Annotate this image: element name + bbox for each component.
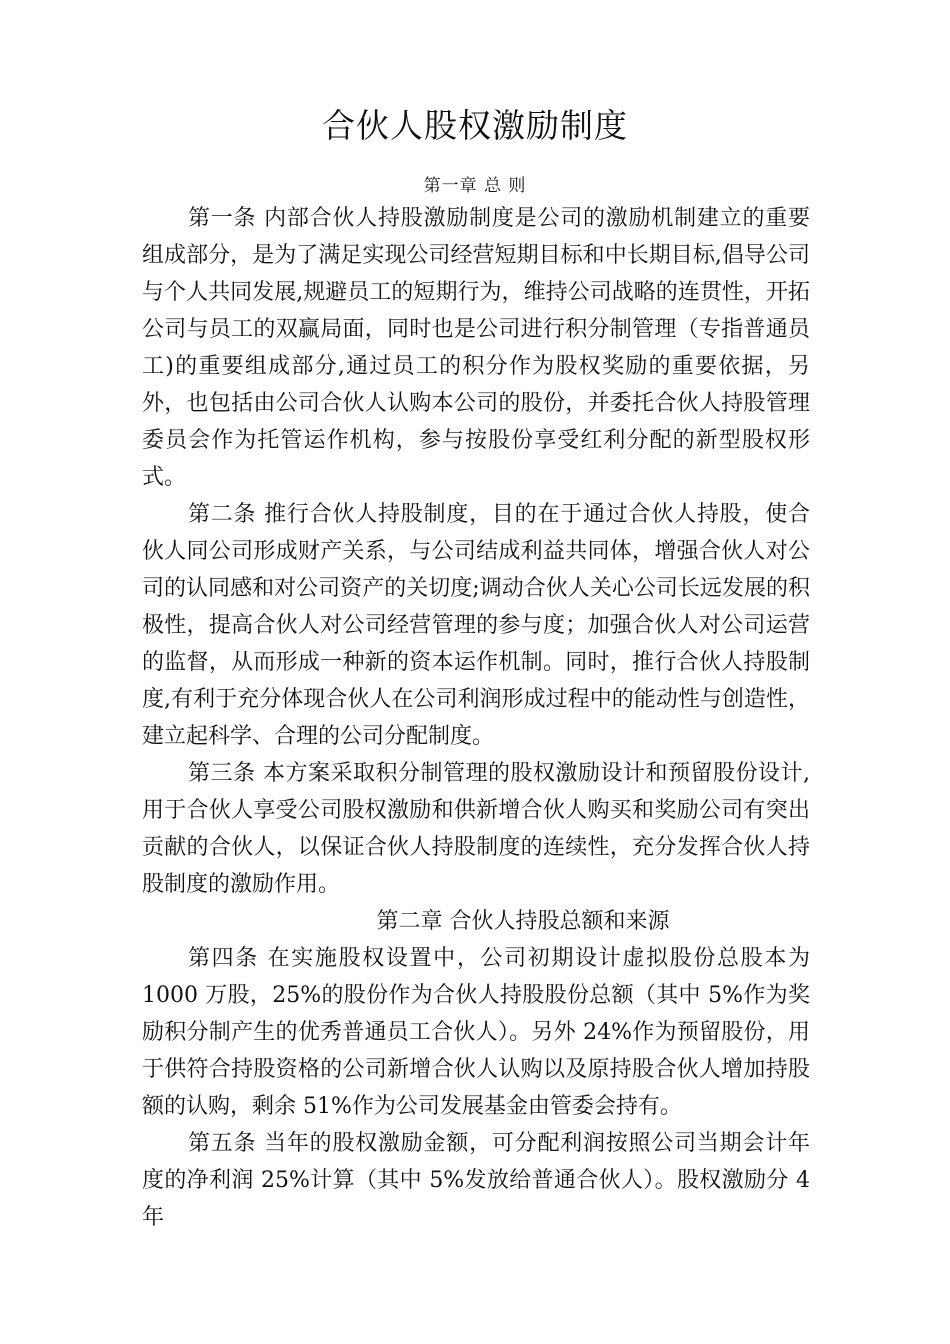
article-2: 第二条 推行合伙人持股制度，目的在于通过合伙人持股，使合伙人同公司形成财产关系，与公司结成利益共同体，增强合伙人对公司的认同感和对公司资产的关切度;调动合伙人关心公司长远发展的积极性，提高合伙人对公司经营管理的参与度；加强合伙人对公司运营的监督，从而形成一种新的资本运作机制。同时，推行合伙人持股制度,有利于充分体现合伙人在公司利润形成过程中的能动性与创造性，建立起科学、合理的公司分配制度。 <box>142 502 810 749</box>
document-title: 合伙人股权激励制度 <box>322 106 628 145</box>
chapter-1-heading: 第一章 总 则 <box>423 176 527 196</box>
article-5: 第五条 当年的股权激励金额，可分配利润按照公司当期会计年度的净利润 25%计算（其中 5%发放给普通合伙人）。股权激励分 4 年 <box>142 1131 810 1230</box>
chapter-2-heading: 第二章 合伙人持股总额和来源 <box>376 909 670 934</box>
document-body <box>142 200 810 1236</box>
article-4: 第四条 在实施股权设置中，公司初期设计虚拟股份总股本为1000 万股，25%的股份作为合伙人持股股份总额（其中 5%作为奖励积分制产生的优秀普通员工合伙人）。另外 24%作为预留股份，用于供符合持股资格的公司新增合伙人认购以及原持股合伙人增加持股额的认购，剩余 51%作为公司发展基金由管委会持有。 <box>142 946 810 1119</box>
article-1: 第一条 内部合伙人持股激励制度是公司的激励机制建立的重要组成部分，是为了满足实现公司经营短期目标和中长期目标,倡导公司与个人共同发展,规避员工的短期行为，维持公司战略的连贯性，开拓公司与员工的双赢局面，同时也是公司进行积分制管理（专指普通员工)的重要组成部分,通过员工的积分作为股权奖励的重要依据，另外，也包括由公司合伙人认购本公司的股份，并委托合伙人持股管理委员会作为托管运作机构，参与按股份享受红利分配的新型股权形式。 <box>142 206 810 490</box>
article-3: 第三条 本方案采取积分制管理的股权激励设计和预留股份设计,用于合伙人享受公司股权激励和供新增合伙人购买和奖励公司有突出贡献的合伙人，以保证合伙人持股制度的连续性，充分发挥合伙人持股制度的激励作用。 <box>142 761 810 897</box>
